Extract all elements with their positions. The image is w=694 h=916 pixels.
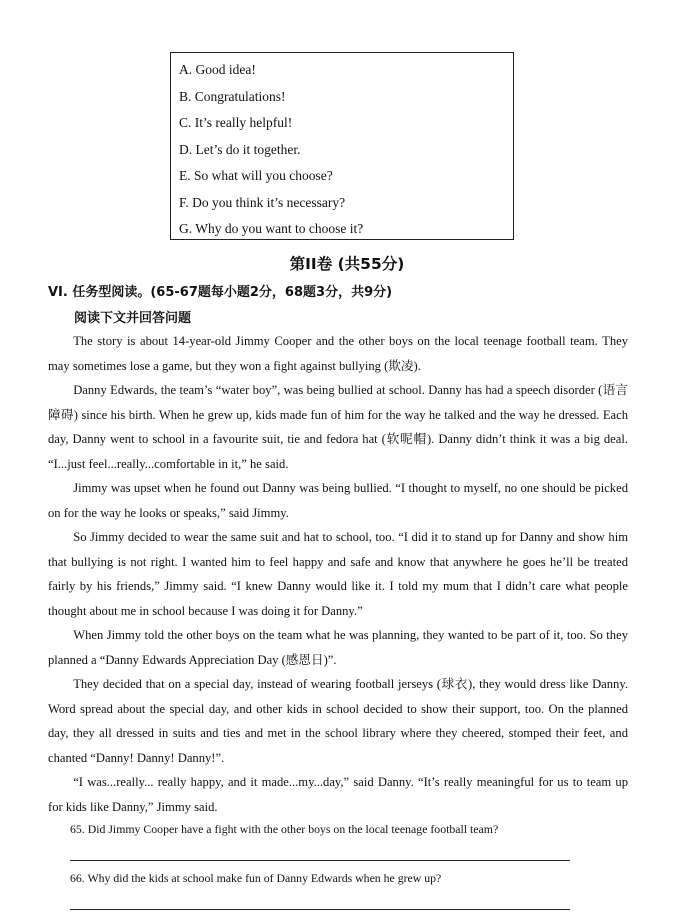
option-b: B. Congratulations!: [179, 88, 286, 104]
answer-line-65[interactable]: [70, 840, 570, 861]
passage-paragraph: The story is about 14-year-old Jimmy Cooper and the other boys on the local teenage football team. They may sometimes lose a game, but they won a fight against bullying (欺凌).: [48, 334, 628, 373]
option-d: D. Let’s do it together.: [179, 141, 301, 157]
questions: [70, 818, 590, 916]
reading-passage: [48, 329, 628, 819]
passage-paragraph: “I was...really... really happy, and it made...my...day,” said Danny. “It’s really meaningful for us to team up for kids like Danny,” Jimmy said.: [48, 775, 628, 814]
options-box: [170, 52, 514, 240]
option-a: A. Good idea!: [179, 62, 256, 77]
reading-instruction: 阅读下文并回答问题: [74, 311, 192, 326]
passage-paragraph: When Jimmy told the other boys on the team what he was planning, they wanted to be part of it, too. So they planned a “Danny Edwards Appreciation Day (感恩日)”.: [48, 628, 628, 667]
passage-paragraph: So Jimmy decided to wear the same suit and hat to school, too. “I did it to stand up for Danny and show him that bullying is not right. I wanted him to feel happy and safe and know that anywhere he goes he’ll be treated fairly by his friends,” Jimmy said. “I knew Danny would like it. I told my mum that I didn’t care what people thought about me in school because I was doing it for Danny.”: [48, 530, 628, 618]
option-g: G. Why do you want to choose it?: [179, 221, 364, 236]
option-c: C. It’s really helpful!: [179, 115, 293, 130]
section-heading: VI. 任务型阅读。(65-67题每小题2分，68题3分，共9分): [48, 285, 393, 300]
answer-line-66[interactable]: [70, 889, 570, 910]
passage-paragraph: They decided that on a special day, instead of wearing football jerseys (球衣), they would dress like Danny. Word spread about the special day, and other kids in school decided to show their support, too. On the planned day, they all dressed in suits and ties and met in the school library where they cheered, stomped their feet, and chanted “Danny! Danny! Danny!”.: [48, 677, 628, 765]
question-65: 65. Did Jimmy Cooper have a fight with the other boys on the local teenage football team?: [70, 822, 499, 836]
question-66: 66. Why did the kids at school make fun of Danny Edwards when he grew up?: [70, 871, 442, 885]
section-title: 第II卷 (共55分): [289, 255, 405, 273]
passage-paragraph: Danny Edwards, the team’s “water boy”, was being bullied at school. Danny has had a speech disorder (语言障碍) since his birth. When he grew up, kids made fun of him for the way he talked and the way he dressed. Each day, Danny went to school in a favourite suit, tie and fedora hat (软呢帽). Danny didn’t think it was a big deal. “I...just feel...really...comfortable in it,” he said.: [48, 383, 628, 471]
passage-paragraph: Jimmy was upset when he found out Danny was being bullied. “I thought to myself, no one should be picked on for the way he looks or speaks,” said Jimmy.: [48, 481, 628, 520]
option-e: E. So what will you choose?: [179, 168, 333, 183]
option-f: F. Do you think it’s necessary?: [179, 194, 346, 210]
